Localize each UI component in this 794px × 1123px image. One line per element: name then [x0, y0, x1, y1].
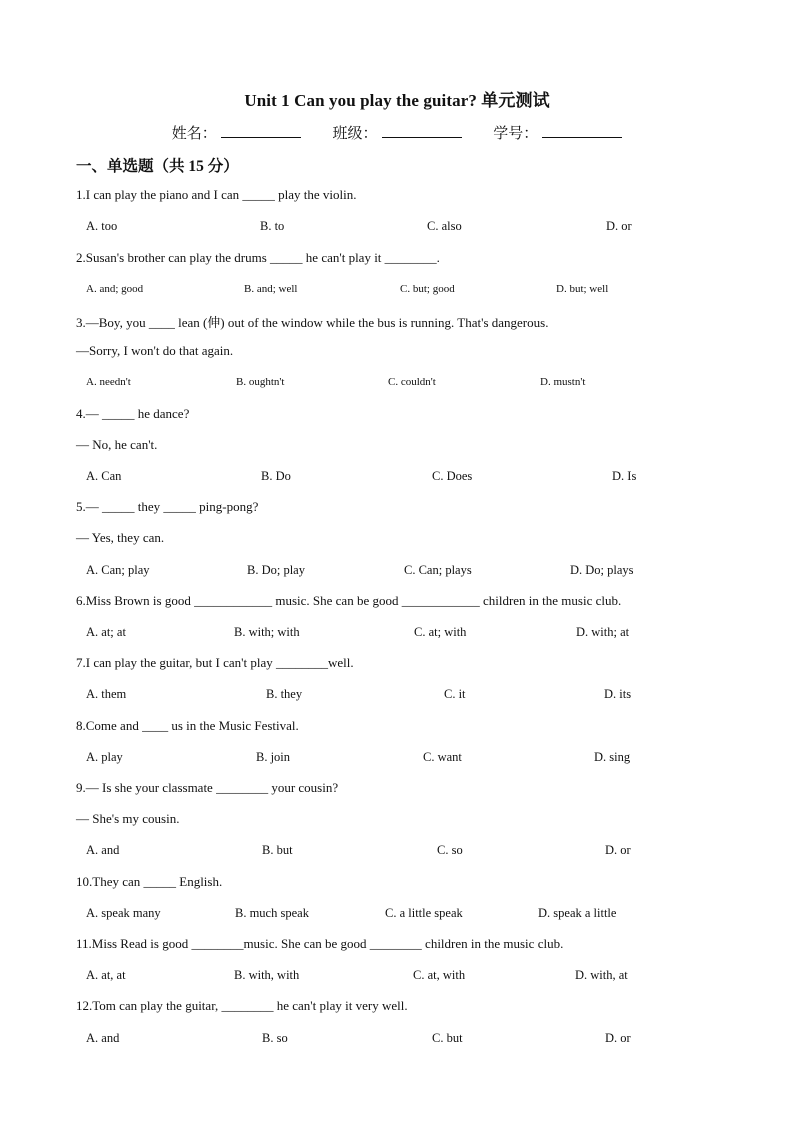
question-5: 5.— _____ they _____ ping-pong? — [76, 499, 259, 514]
options-7 — [86, 687, 646, 703]
options-4 — [86, 469, 646, 485]
name-blank — [221, 123, 301, 138]
section-title: 一、单选题（共 15 分） — [76, 158, 239, 175]
question-5-reply: — Yes, they can. — [76, 530, 165, 545]
option-c: C. also — [427, 219, 462, 233]
option-c: C. at, with — [413, 968, 466, 982]
options-8 — [86, 750, 646, 766]
option-d: D. Is — [612, 469, 637, 483]
option-c: C. but; good — [400, 283, 455, 295]
option-d: D. but; well — [556, 283, 609, 295]
question-9-reply: — She's my cousin. — [76, 811, 180, 826]
options-12 — [86, 1031, 646, 1047]
option-a: A. at, at — [86, 968, 126, 982]
option-a: A. and — [86, 843, 120, 857]
question-1: 1.I can play the piano and I can _____ play the violin. — [76, 187, 357, 202]
options-3 — [86, 376, 646, 392]
option-d: D. or — [605, 843, 631, 857]
option-d: D. with, at — [575, 968, 628, 982]
id-field — [493, 122, 622, 143]
options-9 — [86, 843, 646, 859]
option-a: A. Can — [86, 469, 122, 483]
option-c: C. but — [432, 1031, 463, 1045]
options-6 — [86, 625, 646, 641]
question-8: 8.Come and ____ us in the Music Festival. — [76, 718, 299, 733]
question-9: 9.— Is she your classmate ________ your cousin? — [76, 780, 339, 795]
class-field — [332, 122, 461, 143]
option-b: B. so — [262, 1031, 288, 1045]
question-4: 4.— _____ he dance? — [76, 406, 190, 421]
option-a: A. and; good — [86, 283, 144, 295]
option-c: C. want — [423, 750, 462, 764]
option-b: B. but — [262, 843, 293, 857]
question-3: 3.—Boy, you ____ lean (伸) out of the window while the bus is running. That's dangerous. — [76, 315, 549, 330]
question-11: 11.Miss Read is good ________music. She can be good ________ children in the music club. — [76, 936, 564, 951]
option-c: C. at; with — [414, 625, 467, 639]
option-b: B. much speak — [235, 906, 309, 920]
option-a: A. play — [86, 750, 123, 764]
question-6: 6.Miss Brown is good ____________ music. She can be good ____________ children in the music club. — [76, 593, 622, 608]
options-1 — [86, 219, 646, 235]
option-d: D. speak a little — [538, 906, 617, 920]
question-10: 10.They can _____ English. — [76, 874, 223, 889]
option-b: B. oughtn't — [236, 376, 285, 388]
options-11 — [86, 968, 646, 984]
option-d: D. sing — [594, 750, 631, 764]
option-b: B. with; with — [234, 625, 300, 639]
option-a: A. at; at — [86, 625, 126, 639]
id-label: 学号： — [493, 126, 539, 142]
option-a: A. them — [86, 687, 127, 701]
page-title: Unit 1 Can you play the guitar? 单元测试 — [244, 91, 550, 110]
options-2 — [86, 283, 646, 299]
option-d: D. Do; plays — [570, 563, 634, 577]
name-label: 姓名： — [171, 126, 217, 142]
option-a: A. and — [86, 1031, 120, 1045]
option-d: D. its — [604, 687, 632, 701]
student-info-row — [0, 122, 794, 143]
option-d: D. or — [605, 1031, 631, 1045]
class-blank — [382, 123, 462, 138]
option-c: C. so — [437, 843, 463, 857]
option-a: A. needn't — [86, 376, 131, 388]
option-c: C. Does — [432, 469, 473, 483]
option-d: D. mustn't — [540, 376, 586, 388]
option-c: C. couldn't — [388, 376, 436, 388]
option-a: A. Can; play — [86, 563, 150, 577]
option-a: A. speak many — [86, 906, 161, 920]
option-b: B. Do; play — [247, 563, 305, 577]
option-b: B. and; well — [244, 283, 298, 295]
option-b: B. to — [260, 219, 285, 233]
option-d: D. with; at — [576, 625, 630, 639]
option-a: A. too — [86, 219, 118, 233]
option-c: C. it — [444, 687, 466, 701]
option-c: C. Can; plays — [404, 563, 472, 577]
question-7: 7.I can play the guitar, but I can't play ________well. — [76, 655, 354, 670]
option-b: B. they — [266, 687, 303, 701]
question-2: 2.Susan's brother can play the drums _____ he can't play it ________. — [76, 250, 440, 265]
option-c: C. a little speak — [385, 906, 463, 920]
option-d: D. or — [606, 219, 632, 233]
option-b: B. Do — [261, 469, 291, 483]
options-10 — [86, 906, 646, 922]
option-b: B. join — [256, 750, 291, 764]
id-blank — [542, 123, 622, 138]
options-5 — [86, 563, 646, 579]
question-3-reply: —Sorry, I won't do that again. — [76, 343, 234, 358]
question-4-reply: — No, he can't. — [76, 437, 158, 452]
question-12: 12.Tom can play the guitar, ________ he can't play it very well. — [76, 998, 408, 1013]
class-label: 班级： — [332, 126, 378, 142]
option-b: B. with, with — [234, 968, 300, 982]
name-field — [172, 122, 301, 143]
